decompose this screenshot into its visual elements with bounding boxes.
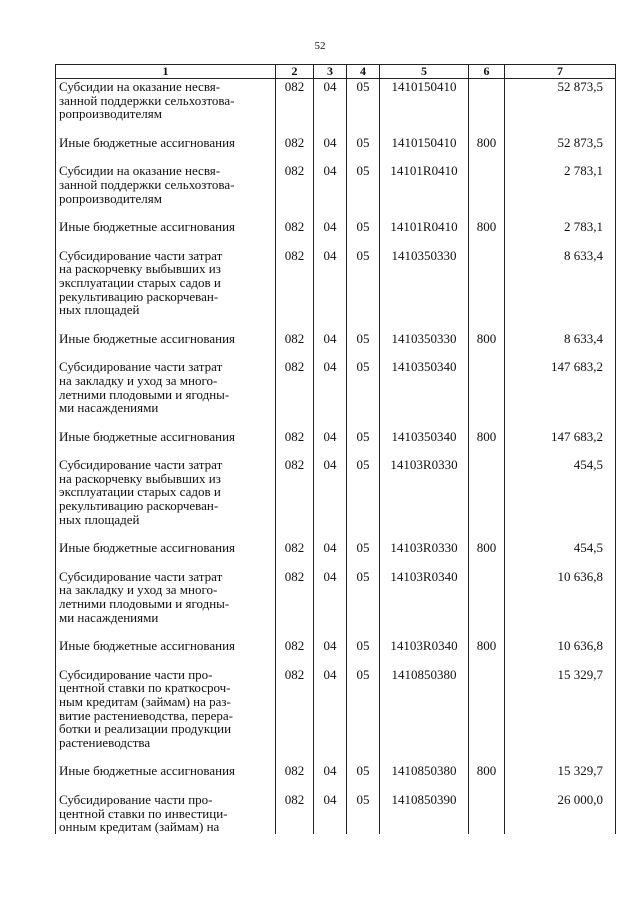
spacer-cell xyxy=(469,555,505,569)
row-name-line: центной ставки по краткосроч- xyxy=(59,680,231,696)
spacer-cell xyxy=(505,415,616,429)
row-admin-code: 082 xyxy=(276,429,314,444)
spacer-cell xyxy=(469,749,505,763)
spacer-cell xyxy=(56,653,276,667)
spacer-cell xyxy=(380,317,469,331)
spacer-cell xyxy=(347,149,380,163)
spacer-cell xyxy=(505,121,616,135)
row-subsection-code: 05 xyxy=(347,219,380,234)
row-name xyxy=(56,79,276,121)
row-target-code: 1410850390 xyxy=(380,792,469,834)
row-amount: 147 683,2 xyxy=(505,359,616,414)
row-expense-type-code: 800 xyxy=(469,135,505,150)
row-expense-type-code xyxy=(469,359,505,414)
row-target-code: 14103R0330 xyxy=(380,540,469,555)
table-row xyxy=(56,135,616,150)
spacer-cell xyxy=(505,345,616,359)
row-admin-code: 082 xyxy=(276,331,314,346)
row-spacer xyxy=(56,749,616,763)
row-expense-type-code xyxy=(469,457,505,526)
row-expense-type-code xyxy=(469,163,505,205)
row-name-line: ных площадей xyxy=(59,511,140,527)
spacer-cell xyxy=(56,749,276,763)
row-subsection-code: 05 xyxy=(347,135,380,150)
spacer-cell xyxy=(505,624,616,638)
row-spacer xyxy=(56,234,616,248)
spacer-cell xyxy=(380,149,469,163)
column-header-3: 3 xyxy=(314,65,347,79)
row-amount: 15 329,7 xyxy=(505,763,616,778)
row-amount: 454,5 xyxy=(505,540,616,555)
spacer-cell xyxy=(347,234,380,248)
row-name-line: на закладку и уход за много- xyxy=(59,372,218,388)
row-spacer xyxy=(56,415,616,429)
spacer-cell xyxy=(314,555,347,569)
row-spacer xyxy=(56,526,616,540)
row-name-line: Субсидирование части про- xyxy=(59,791,213,807)
spacer-cell xyxy=(314,205,347,219)
row-admin-code: 082 xyxy=(276,792,314,834)
table-body xyxy=(56,79,616,834)
row-section-code: 04 xyxy=(314,638,347,653)
row-target-code: 1410350340 xyxy=(380,429,469,444)
row-name-line: Иные бюджетные ассигнования xyxy=(59,330,236,346)
row-subsection-code: 05 xyxy=(347,540,380,555)
table-row xyxy=(56,540,616,555)
row-name-line: рекультивацию раскорчеван- xyxy=(59,498,219,514)
spacer-cell xyxy=(314,415,347,429)
row-name-line: Иные бюджетные ассигнования xyxy=(59,219,236,235)
table-row xyxy=(56,763,616,778)
row-name-line: Иные бюджетные ассигнования xyxy=(59,134,236,150)
row-name-line: центной ставки по инвестици- xyxy=(59,805,228,821)
row-name-line: ным кредитам (займам) на раз- xyxy=(59,694,231,709)
row-admin-code: 082 xyxy=(276,540,314,555)
spacer-cell xyxy=(380,653,469,667)
spacer-cell xyxy=(380,749,469,763)
spacer-cell xyxy=(56,205,276,219)
row-expense-type-code: 800 xyxy=(469,331,505,346)
spacer-cell xyxy=(276,149,314,163)
spacer-cell xyxy=(347,653,380,667)
spacer-cell xyxy=(469,234,505,248)
row-admin-code: 082 xyxy=(276,638,314,653)
table-row xyxy=(56,79,616,121)
spacer-cell xyxy=(56,345,276,359)
row-expense-type-code xyxy=(469,569,505,624)
spacer-cell xyxy=(347,778,380,792)
column-header-6: 6 xyxy=(469,65,505,79)
row-name-line: Субсидии на оказание несвя- xyxy=(59,79,221,94)
row-admin-code: 082 xyxy=(276,569,314,624)
row-name xyxy=(56,792,276,834)
column-header-5: 5 xyxy=(380,65,469,79)
spacer-cell xyxy=(380,234,469,248)
page-number: 52 xyxy=(314,40,326,52)
row-section-code: 04 xyxy=(314,457,347,526)
row-amount: 10 636,8 xyxy=(505,638,616,653)
row-spacer xyxy=(56,317,616,331)
row-name-line: растениеводства xyxy=(59,734,151,750)
row-section-code: 04 xyxy=(314,79,347,121)
spacer-cell xyxy=(505,653,616,667)
spacer-cell xyxy=(56,443,276,457)
spacer-cell xyxy=(276,778,314,792)
spacer-cell xyxy=(314,121,347,135)
row-name-line: Субсидирование части про- xyxy=(59,666,213,682)
row-name xyxy=(56,163,276,205)
spacer-cell xyxy=(347,443,380,457)
row-section-code: 04 xyxy=(314,569,347,624)
row-name-line: ми насаждениями xyxy=(59,400,159,416)
spacer-cell xyxy=(276,624,314,638)
row-name-line: Субсидирование части затрат xyxy=(59,247,223,263)
spacer-cell xyxy=(276,749,314,763)
spacer-cell xyxy=(314,526,347,540)
row-name-line: рекультивацию раскорчеван- xyxy=(59,288,219,304)
table-row xyxy=(56,219,616,234)
spacer-cell xyxy=(56,234,276,248)
row-expense-type-code: 800 xyxy=(469,219,505,234)
spacer-cell xyxy=(380,778,469,792)
row-admin-code: 082 xyxy=(276,763,314,778)
spacer-cell xyxy=(380,443,469,457)
row-subsection-code: 05 xyxy=(347,79,380,121)
row-subsection-code: 05 xyxy=(347,331,380,346)
spacer-cell xyxy=(469,443,505,457)
row-name-line: Иные бюджетные ассигнования xyxy=(59,428,236,444)
row-name-line: Субсидирование части затрат xyxy=(59,359,223,375)
spacer-cell xyxy=(505,555,616,569)
spacer-cell xyxy=(314,345,347,359)
spacer-cell xyxy=(347,526,380,540)
spacer-cell xyxy=(380,205,469,219)
spacer-cell xyxy=(347,205,380,219)
table-row xyxy=(56,163,616,205)
row-name-line: Субсидии на оказание несвя- xyxy=(59,163,221,179)
spacer-cell xyxy=(56,415,276,429)
row-section-code: 04 xyxy=(314,763,347,778)
spacer-cell xyxy=(380,555,469,569)
spacer-cell xyxy=(276,345,314,359)
row-name-line: ботки и реализации продукции xyxy=(59,721,232,737)
spacer-cell xyxy=(380,121,469,135)
row-amount: 52 873,5 xyxy=(505,79,616,121)
spacer-cell xyxy=(314,443,347,457)
row-amount: 52 873,5 xyxy=(505,135,616,150)
row-target-code: 14103R0340 xyxy=(380,569,469,624)
row-spacer xyxy=(56,624,616,638)
spacer-cell xyxy=(276,415,314,429)
spacer-cell xyxy=(56,526,276,540)
spacer-cell xyxy=(314,653,347,667)
spacer-cell xyxy=(469,121,505,135)
row-target-code: 1410850380 xyxy=(380,667,469,750)
row-amount: 2 783,1 xyxy=(505,219,616,234)
row-target-code: 1410850380 xyxy=(380,763,469,778)
row-target-code: 1410350330 xyxy=(380,248,469,317)
row-expense-type-code xyxy=(469,792,505,834)
spacer-cell xyxy=(505,205,616,219)
spacer-cell xyxy=(469,778,505,792)
row-amount: 10 636,8 xyxy=(505,569,616,624)
row-expense-type-code xyxy=(469,79,505,121)
row-section-code: 04 xyxy=(314,248,347,317)
row-section-code: 04 xyxy=(314,163,347,205)
spacer-cell xyxy=(469,624,505,638)
spacer-cell xyxy=(469,653,505,667)
column-header-7: 7 xyxy=(505,65,616,79)
column-header-4: 4 xyxy=(347,65,380,79)
row-subsection-code: 05 xyxy=(347,792,380,834)
row-subsection-code: 05 xyxy=(347,359,380,414)
row-name-line: эксплуатации старых садов и xyxy=(59,274,221,290)
row-name-line: ных площадей xyxy=(59,302,140,318)
row-amount: 15 329,7 xyxy=(505,667,616,750)
row-name xyxy=(56,359,276,414)
row-name xyxy=(56,638,276,653)
spacer-cell xyxy=(347,121,380,135)
row-expense-type-code: 800 xyxy=(469,429,505,444)
spacer-cell xyxy=(314,317,347,331)
table-row xyxy=(56,792,616,834)
row-section-code: 04 xyxy=(314,540,347,555)
row-name-line: летними плодовыми и ягодны- xyxy=(59,596,230,612)
spacer-cell xyxy=(314,234,347,248)
table-row xyxy=(56,359,616,414)
row-subsection-code: 05 xyxy=(347,667,380,750)
row-name-line: ропроизводителям xyxy=(59,190,162,206)
row-name-line: летними плодовыми и ягодны- xyxy=(59,386,230,402)
row-name-line: эксплуатации старых садов и xyxy=(59,484,221,500)
row-name xyxy=(56,219,276,234)
row-target-code: 14101R0410 xyxy=(380,163,469,205)
row-subsection-code: 05 xyxy=(347,569,380,624)
row-admin-code: 082 xyxy=(276,219,314,234)
spacer-cell xyxy=(56,624,276,638)
spacer-cell xyxy=(347,749,380,763)
row-name xyxy=(56,540,276,555)
row-amount: 8 633,4 xyxy=(505,331,616,346)
spacer-cell xyxy=(314,624,347,638)
row-name-line: Субсидирование части затрат xyxy=(59,457,223,473)
column-header-1: 1 xyxy=(56,65,276,79)
row-section-code: 04 xyxy=(314,792,347,834)
row-section-code: 04 xyxy=(314,359,347,414)
row-name-line: Иные бюджетные ассигнования xyxy=(59,638,236,654)
table-row xyxy=(56,331,616,346)
spacer-cell xyxy=(276,205,314,219)
table-row xyxy=(56,667,616,750)
spacer-cell xyxy=(314,749,347,763)
spacer-cell xyxy=(347,624,380,638)
spacer-cell xyxy=(276,443,314,457)
row-amount: 8 633,4 xyxy=(505,248,616,317)
row-name xyxy=(56,248,276,317)
row-spacer xyxy=(56,443,616,457)
table-row xyxy=(56,457,616,526)
row-admin-code: 082 xyxy=(276,163,314,205)
row-name-line: Иные бюджетные ассигнования xyxy=(59,540,236,556)
row-section-code: 04 xyxy=(314,331,347,346)
budget-table xyxy=(55,64,616,834)
spacer-cell xyxy=(347,345,380,359)
row-name-line: Иные бюджетные ассигнования xyxy=(59,763,236,779)
spacer-cell xyxy=(347,317,380,331)
row-spacer xyxy=(56,121,616,135)
row-subsection-code: 05 xyxy=(347,638,380,653)
spacer-cell xyxy=(314,149,347,163)
spacer-cell xyxy=(505,749,616,763)
row-expense-type-code: 800 xyxy=(469,638,505,653)
row-section-code: 04 xyxy=(314,219,347,234)
spacer-cell xyxy=(276,317,314,331)
row-name-line: онным кредитам (займам) на xyxy=(59,819,220,835)
row-admin-code: 082 xyxy=(276,359,314,414)
row-expense-type-code: 800 xyxy=(469,540,505,555)
row-target-code: 14101R0410 xyxy=(380,219,469,234)
table-row xyxy=(56,569,616,624)
spacer-cell xyxy=(505,234,616,248)
spacer-cell xyxy=(56,778,276,792)
column-header-2: 2 xyxy=(276,65,314,79)
spacer-cell xyxy=(505,443,616,457)
row-name xyxy=(56,667,276,750)
spacer-cell xyxy=(380,345,469,359)
row-name-line: Субсидирование части затрат xyxy=(59,568,223,584)
row-section-code: 04 xyxy=(314,429,347,444)
row-target-code: 1410150410 xyxy=(380,79,469,121)
row-target-code: 1410150410 xyxy=(380,135,469,150)
row-subsection-code: 05 xyxy=(347,763,380,778)
spacer-cell xyxy=(276,234,314,248)
row-admin-code: 082 xyxy=(276,79,314,121)
spacer-cell xyxy=(56,149,276,163)
spacer-cell xyxy=(314,778,347,792)
row-admin-code: 082 xyxy=(276,457,314,526)
row-target-code: 14103R0330 xyxy=(380,457,469,526)
row-section-code: 04 xyxy=(314,667,347,750)
table-row xyxy=(56,638,616,653)
spacer-cell xyxy=(276,555,314,569)
spacer-cell xyxy=(469,149,505,163)
spacer-cell xyxy=(276,121,314,135)
table-row xyxy=(56,248,616,317)
table-row xyxy=(56,429,616,444)
row-subsection-code: 05 xyxy=(347,429,380,444)
row-amount: 454,5 xyxy=(505,457,616,526)
row-spacer xyxy=(56,555,616,569)
spacer-cell xyxy=(469,205,505,219)
spacer-cell xyxy=(276,526,314,540)
spacer-cell xyxy=(505,317,616,331)
header-row xyxy=(56,65,616,79)
spacer-cell xyxy=(380,415,469,429)
row-name xyxy=(56,135,276,150)
row-name xyxy=(56,457,276,526)
row-subsection-code: 05 xyxy=(347,163,380,205)
spacer-cell xyxy=(469,526,505,540)
row-admin-code: 082 xyxy=(276,135,314,150)
row-name-line: ропроизводителям xyxy=(59,106,162,122)
row-name-line: занной поддержки сельхозтова- xyxy=(59,176,235,192)
spacer-cell xyxy=(380,624,469,638)
spacer-cell xyxy=(56,555,276,569)
spacer-cell xyxy=(505,149,616,163)
row-name-line: на раскорчевку выбывших из xyxy=(59,261,221,277)
spacer-cell xyxy=(56,121,276,135)
row-expense-type-code: 800 xyxy=(469,763,505,778)
row-spacer xyxy=(56,149,616,163)
row-target-code: 1410350340 xyxy=(380,359,469,414)
row-admin-code: 082 xyxy=(276,667,314,750)
row-name xyxy=(56,569,276,624)
row-name-line: на закладку и уход за много- xyxy=(59,582,218,598)
row-name-line: витие растениеводства, перера- xyxy=(59,707,234,723)
row-amount: 2 783,1 xyxy=(505,163,616,205)
row-spacer xyxy=(56,205,616,219)
row-name xyxy=(56,763,276,778)
row-subsection-code: 05 xyxy=(347,248,380,317)
spacer-cell xyxy=(56,317,276,331)
row-name xyxy=(56,331,276,346)
row-admin-code: 082 xyxy=(276,248,314,317)
row-expense-type-code xyxy=(469,667,505,750)
spacer-cell xyxy=(505,778,616,792)
spacer-cell xyxy=(469,317,505,331)
spacer-cell xyxy=(347,555,380,569)
spacer-cell xyxy=(380,526,469,540)
row-spacer xyxy=(56,345,616,359)
spacer-cell xyxy=(347,415,380,429)
row-expense-type-code xyxy=(469,248,505,317)
spacer-cell xyxy=(276,653,314,667)
row-spacer xyxy=(56,778,616,792)
row-amount: 26 000,0 xyxy=(505,792,616,834)
spacer-cell xyxy=(469,345,505,359)
spacer-cell xyxy=(469,415,505,429)
row-amount: 147 683,2 xyxy=(505,429,616,444)
row-target-code: 1410350330 xyxy=(380,331,469,346)
row-target-code: 14103R0340 xyxy=(380,638,469,653)
row-name xyxy=(56,429,276,444)
row-spacer xyxy=(56,653,616,667)
row-subsection-code: 05 xyxy=(347,457,380,526)
spacer-cell xyxy=(505,526,616,540)
row-name-line: занной поддержки сельхозтова- xyxy=(59,92,235,108)
row-name-line: на раскорчевку выбывших из xyxy=(59,470,221,486)
row-name-line: ми насаждениями xyxy=(59,609,159,625)
row-section-code: 04 xyxy=(314,135,347,150)
